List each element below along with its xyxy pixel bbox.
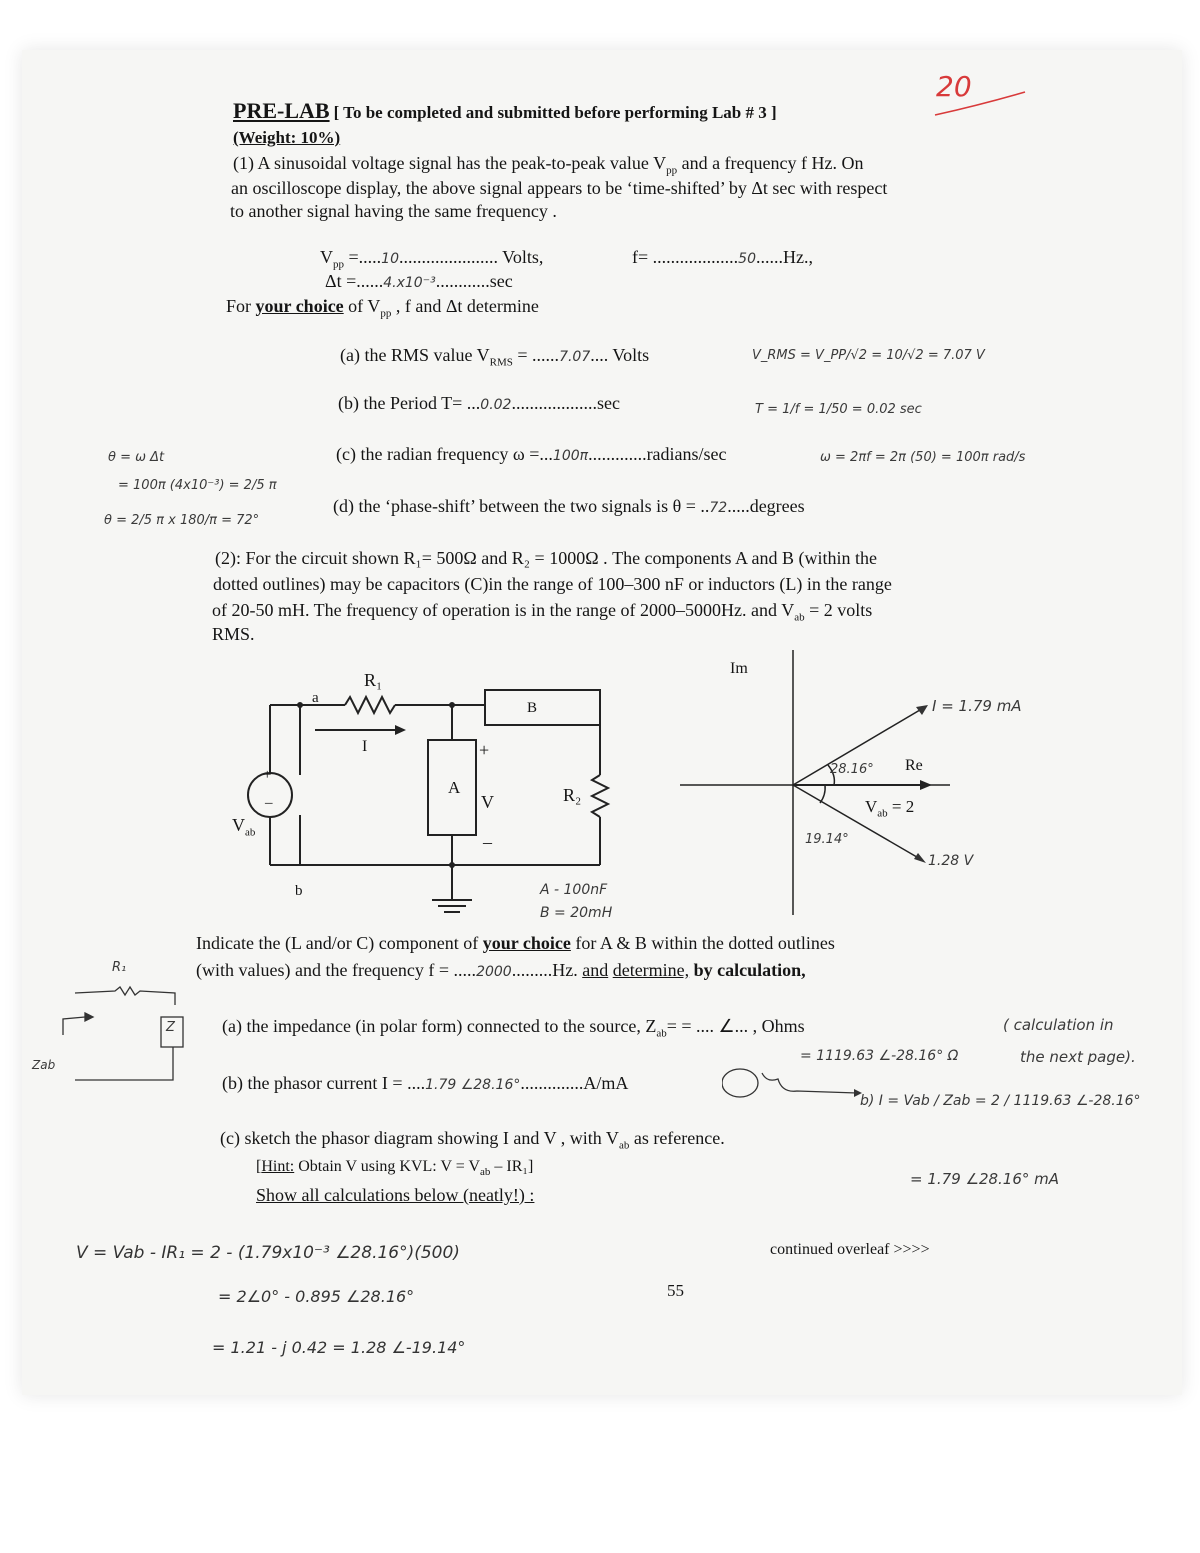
circuit-plus: + bbox=[479, 740, 490, 760]
choice-a-value: A - 100nF bbox=[540, 882, 608, 898]
indicate-line-2: (with values) and the frequency f = .....2000.........Hz. and determine, by calculation, bbox=[196, 960, 806, 980]
f-value: 50 bbox=[738, 251, 756, 267]
phasor-angle-v: 19.14° bbox=[805, 832, 849, 847]
voltage-arrowhead bbox=[914, 853, 926, 863]
circuit-minus: – bbox=[483, 832, 492, 852]
work-omega: ω = 2πf = 2π (50) = 100π rad/s bbox=[820, 450, 1026, 465]
qb-line: (b) the phasor current I = ....1.79 ∠28.16°..............A/mA bbox=[222, 1073, 629, 1093]
resistor-r2 bbox=[592, 775, 608, 817]
q2-line-2: dotted outlines) may be capacitors (C)in the range of 100–300 nF or inductors (L) in the range bbox=[213, 574, 892, 594]
continued-overleaf: continued overleaf >>>> bbox=[770, 1241, 930, 1258]
q2-line-4: RMS. bbox=[212, 624, 255, 644]
work-theta-3: θ = 2/5 π x 180/π = 72° bbox=[104, 513, 260, 528]
work-rms: V_RMS = V_PP/√2 = 10/√2 = 7.07 V bbox=[752, 348, 985, 363]
phasor-re-label: Re bbox=[905, 757, 923, 774]
side-zab: Zab bbox=[32, 1058, 56, 1072]
hint-line: [Hint: Obtain V using KVL: $V = V_{ab} - IR_1$] bbox=[256, 1158, 534, 1179]
circuit-current-label: I bbox=[362, 738, 368, 755]
side-z: Z bbox=[166, 1020, 175, 1035]
circuit-r1-label: R₁ bbox=[364, 670, 383, 690]
current-arrowhead bbox=[916, 705, 928, 715]
circuit-node-b: b bbox=[295, 883, 303, 899]
phasor-angle-i: 28.16° bbox=[830, 762, 874, 777]
indicate-line-1: Indicate the (L and/or C) component of your choice for A & B within the dotted outlines bbox=[196, 933, 835, 953]
kvl-line-2: = 2∠0° - 0.895 ∠28.16° bbox=[218, 1287, 415, 1306]
circuit-b-label: B bbox=[527, 700, 538, 716]
q2-line-1: (2): For the circuit shown R₁= 500Ω and R₂ = 1000Ω . The components A and B (within the bbox=[215, 548, 878, 568]
q1-d: (d) the ‘phase-shift’ between the two signals is θ = ..72.....degrees bbox=[333, 496, 805, 516]
work-period: T = 1/f = 1/50 = 0.02 sec bbox=[755, 402, 922, 417]
page-subtitle: [ To be completed and submitted before performing Lab # 3 ] bbox=[333, 103, 777, 122]
dt-value: 4.x10⁻³ bbox=[383, 275, 436, 291]
qb-work-1: b) I = Vab / Zab = 2 / 1119.63 ∠-28.16° bbox=[860, 1093, 1141, 1109]
work-theta-1: θ = ω Δt bbox=[108, 450, 165, 465]
f-line: f= ...................50......Hz., bbox=[632, 247, 813, 267]
unit-circle-mark bbox=[722, 1063, 872, 1108]
circuit-node-a: a bbox=[312, 690, 319, 706]
circuit-a-label: A bbox=[448, 778, 461, 797]
page-number: 55 bbox=[667, 1281, 684, 1300]
vpp-value: 10 bbox=[381, 251, 399, 267]
q1-intro-1: (1) A sinusoidal voltage signal has the peak-to-peak value $V_{pp}$ and a frequency f Hz. On bbox=[233, 153, 864, 177]
source-plus: + bbox=[263, 767, 272, 783]
phasor-diagram bbox=[650, 645, 1070, 925]
circuit-vab-label: $V_{ab}$ bbox=[232, 815, 256, 839]
header bbox=[233, 98, 777, 124]
q1-intro-3: to another signal having the same frequency . bbox=[230, 201, 557, 221]
phasor-current-label: I = 1.79 mA bbox=[932, 697, 1022, 715]
phasor-vab-label: $V_{ab} = 2$ bbox=[865, 797, 915, 820]
q1-a: (a) the RMS value $V_{RMS} = ......7.07$.... Volts bbox=[340, 345, 650, 369]
source-minus: – bbox=[265, 795, 273, 811]
q1-b: (b) the Period T= ...0.02...................sec bbox=[338, 393, 620, 413]
qb-work-2: = 1.79 ∠28.16° mA bbox=[910, 1170, 1060, 1188]
work-theta-2: = 100π (4x10⁻³) = 2/5 π bbox=[118, 478, 277, 493]
qa-line: (a) the impedance (in polar form) connected to the source, $Z_{ab}=$ = .... ∠... , Ohms bbox=[222, 1016, 805, 1040]
qc-line: (c) sketch the phasor diagram showing I and V , with $V_{ab}$ as reference. bbox=[220, 1128, 725, 1152]
kvl-line-3: = 1.21 - j 0.42 = 1.28 ∠-19.14° bbox=[212, 1338, 466, 1357]
q2-line-3: of 20-50 mH. The frequency of operation is in the range of 2000–5000Hz. and $V_{ab} = 2$ volts bbox=[212, 600, 873, 624]
component-b-box bbox=[485, 690, 600, 725]
qa-note-1: ( calculation in bbox=[1003, 1016, 1114, 1034]
side-r1: R₁ bbox=[112, 960, 127, 975]
score-mark: 20 bbox=[936, 70, 972, 103]
circuit-v: V bbox=[481, 792, 494, 812]
qa-answer: = 1119.63 ∠-28.16° Ω bbox=[800, 1048, 959, 1064]
show-all-line: Show all calculations below (neatly!) : bbox=[256, 1185, 535, 1205]
circuit-r2-label: R₂ bbox=[563, 785, 582, 805]
qa-note-2: the next page). bbox=[1020, 1048, 1136, 1066]
choice-line: For your choice of $V_{pp}$ , f and Δt determine bbox=[226, 296, 539, 320]
weight-line: (Weight: 10%) bbox=[233, 128, 341, 147]
phasor-im-label: Im bbox=[730, 660, 748, 677]
resistor-r1 bbox=[345, 697, 395, 713]
kvl-line-1: V = Vab - IR₁ = 2 - (1.79x10⁻³ ∠28.16°)(500) bbox=[76, 1243, 460, 1263]
choice-b-value: B = 20mH bbox=[540, 905, 613, 921]
vpp-line: $V_{pp} =.....10$...................... Volts, bbox=[320, 247, 544, 271]
phasor-v-label: 1.28 V bbox=[928, 853, 974, 869]
vab-arrowhead bbox=[920, 780, 932, 790]
score-underline bbox=[930, 90, 1030, 120]
q1-intro-2: an oscilloscope display, the above signal appears to be ‘time-shifted’ by Δt sec with respect bbox=[231, 178, 888, 198]
page-title: PRE-LAB bbox=[233, 98, 330, 123]
dt-line: Δt =......4.x10⁻³............sec bbox=[325, 271, 513, 291]
q1-c: (c) the radian frequency ω =...100π.............radians/sec bbox=[336, 444, 727, 464]
current-arrow-head bbox=[395, 725, 406, 735]
